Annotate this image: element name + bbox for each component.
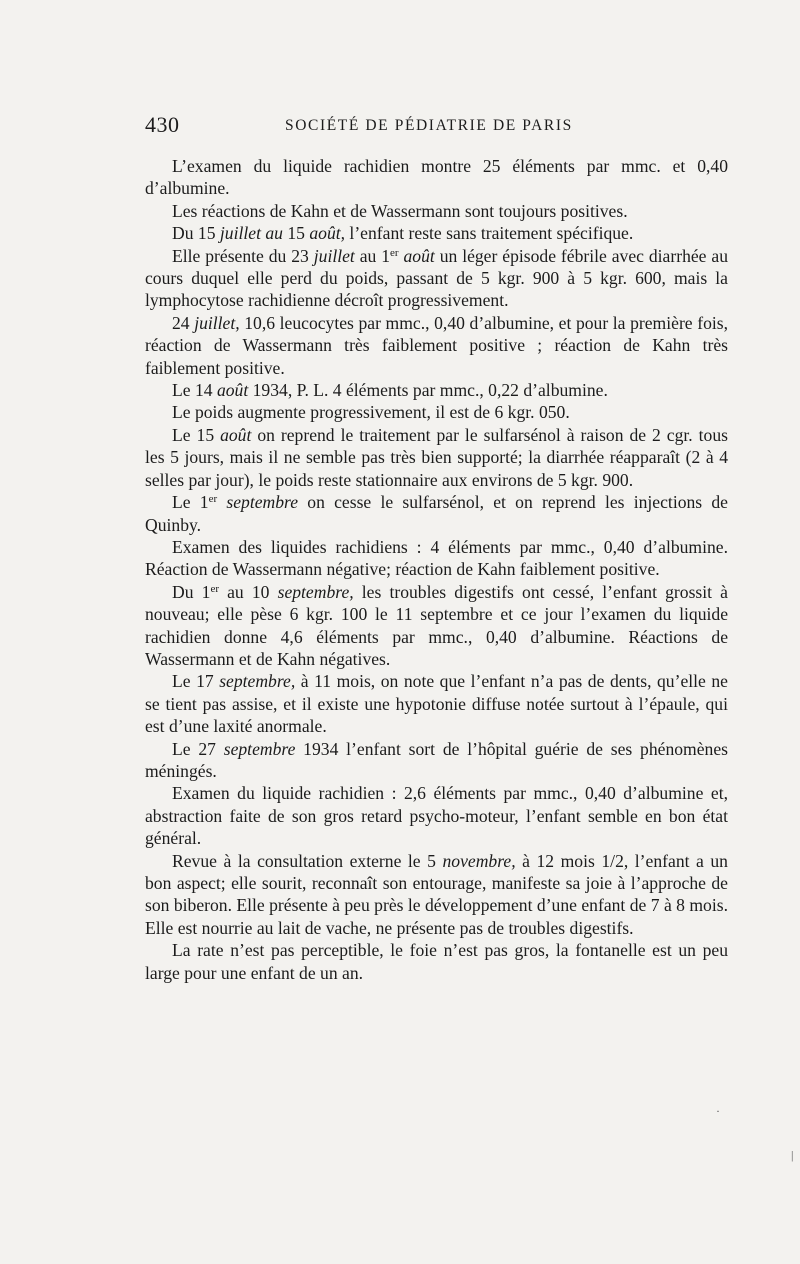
text-run: La rate n’est pas perceptible, le foie n’est pas gros, la fontanelle est un peu large pour une enfant de un an. bbox=[145, 940, 728, 983]
text-run: un léger épisode fébrile avec diarrhée au cours duquel elle perd du poids, passant de 5 kgr. 900 à 5 kgr. 600, mais la lymphocytose rachidienne décroît progressivement. bbox=[145, 245, 728, 311]
paragraph bbox=[145, 670, 728, 737]
italic-run: août bbox=[220, 424, 252, 445]
superscript-run: er bbox=[210, 582, 219, 595]
italic-run: septembre bbox=[223, 738, 296, 759]
paragraph bbox=[145, 939, 728, 984]
paragraph bbox=[145, 401, 728, 423]
italic-run: août bbox=[216, 380, 249, 401]
italic-run: septembre, bbox=[219, 671, 296, 692]
text-run: 24 bbox=[172, 312, 195, 333]
italic-run: août, bbox=[309, 223, 346, 244]
text-run: au 10 bbox=[218, 581, 278, 602]
page-number: 430 bbox=[145, 112, 180, 137]
paragraph bbox=[145, 379, 728, 401]
text-run: 1934, P. L. 4 éléments par mmc., 0,22 d’albumine. bbox=[248, 380, 608, 401]
text-run: 1934 l’enfant sort de l’hôpital guérie de ses phénomènes méningés. bbox=[145, 738, 728, 781]
text-run: Le 17 bbox=[172, 671, 220, 692]
paragraph bbox=[145, 245, 728, 312]
text-run: 15 bbox=[282, 223, 310, 244]
paragraph bbox=[145, 850, 728, 940]
paragraph bbox=[145, 312, 728, 379]
text-run: 10,6 leucocytes par mmc., 0,40 d’albumine, et pour la première fois, réaction de Wassermann très faiblement positive ; réaction de Kahn très faiblement positive. bbox=[145, 312, 728, 378]
text-run: on reprend le traitement par le sulfarsénol à raison de 2 cgr. tous les 5 jours, mais il ne semble pas très bien supporté; la diarrhée réapparaît (2 à 4 selles par jour), le poids reste stationnaire aux environs de 5 kgr. 900. bbox=[145, 424, 728, 490]
text-run: Du 15 bbox=[172, 223, 220, 244]
text-run: Elle présente du 23 bbox=[172, 245, 314, 266]
paragraph bbox=[145, 581, 728, 671]
paragraph bbox=[145, 155, 728, 200]
text-run: Le 14 bbox=[172, 380, 217, 401]
text-run: Examen des liquides rachidiens : 4 éléments par mmc., 0,40 d’albumine. Réaction de Wassermann négative; réaction de Kahn faiblement positive. bbox=[145, 536, 728, 580]
text-run: au 1 bbox=[354, 245, 391, 266]
text-run: à 11 mois, on note que l’enfant n’a pas de dents, qu’elle ne se tient pas assise, et il existe une hypotonie diffuse notée surtout à l’épaule, qui est d’une laxité anormale. bbox=[145, 671, 728, 737]
stray-mark: | bbox=[791, 1148, 794, 1162]
superscript-run: er bbox=[208, 493, 218, 506]
italic-run: août bbox=[403, 245, 435, 266]
text-run: Le poids augmente progressivement, il est de 6 kgr. 050. bbox=[172, 402, 570, 423]
text-run: Le 1 bbox=[172, 492, 209, 513]
italic-run: novembre, bbox=[442, 850, 516, 871]
paragraph bbox=[145, 222, 728, 244]
text-run: l’enfant reste sans traitement spécifique. bbox=[345, 223, 634, 244]
paragraph bbox=[145, 424, 728, 491]
superscript-run: er bbox=[390, 246, 399, 259]
text-run: Le 27 bbox=[172, 738, 224, 759]
paragraph bbox=[145, 782, 728, 849]
italic-run: juillet bbox=[313, 245, 355, 266]
text-run: Les réactions de Kahn et de Wassermann sont toujours positives. bbox=[172, 200, 628, 221]
text-run: Revue à la consultation externe le 5 bbox=[172, 850, 443, 871]
italic-run: septembre, bbox=[277, 581, 354, 602]
text-run: Du 1 bbox=[172, 581, 211, 602]
paragraph bbox=[145, 738, 728, 783]
text-run bbox=[217, 492, 226, 512]
text-run: Le 15 bbox=[172, 424, 221, 445]
text-run: L’examen du liquide rachidien montre 25 éléments par mmc. et 0,40 d’albumine. bbox=[145, 156, 728, 199]
text-run: à 12 mois 1/2, l’enfant a un bon aspect; elle sourit, reconnaît son entourage, manifeste sa joie à l’approche de son biberon. Elle présente à peu près le développement d’une enfant de 7 à 8 mois. Elle est nourrie au lait de vache, ne présente pas de troubles digestifs. bbox=[145, 850, 728, 938]
running-title: SOCIÉTÉ DE PÉDIATRIE DE PARIS bbox=[285, 117, 573, 134]
paragraph bbox=[145, 536, 728, 581]
italic-run: juillet, bbox=[194, 312, 240, 333]
text-run: on cesse le sulfarsénol, et on reprend les injections de Quinby. bbox=[145, 492, 728, 535]
paragraph bbox=[145, 200, 728, 222]
text-run: les troubles digestifs ont cessé, l’enfant grossit à nouveau; elle pèse 6 kgr. 100 le 11 septembre et ce jour l’examen du liquide rachidien donne 4,6 éléments par mmc., 0,40 d’albumine. Réactions de Wassermann et de Kahn négatives. bbox=[145, 581, 728, 669]
italic-run: juillet au bbox=[219, 223, 283, 244]
body-text bbox=[145, 155, 728, 984]
page-header bbox=[145, 112, 728, 142]
text-run: Examen du liquide rachidien : 2,6 éléments par mmc., 0,40 d’albumine et, abstraction faite de son gros retard psycho-moteur, l’enfant semble en bon état général. bbox=[145, 783, 728, 849]
paragraph bbox=[145, 491, 728, 536]
italic-run: septembre bbox=[226, 492, 299, 513]
stray-mark: · bbox=[716, 1104, 720, 1118]
